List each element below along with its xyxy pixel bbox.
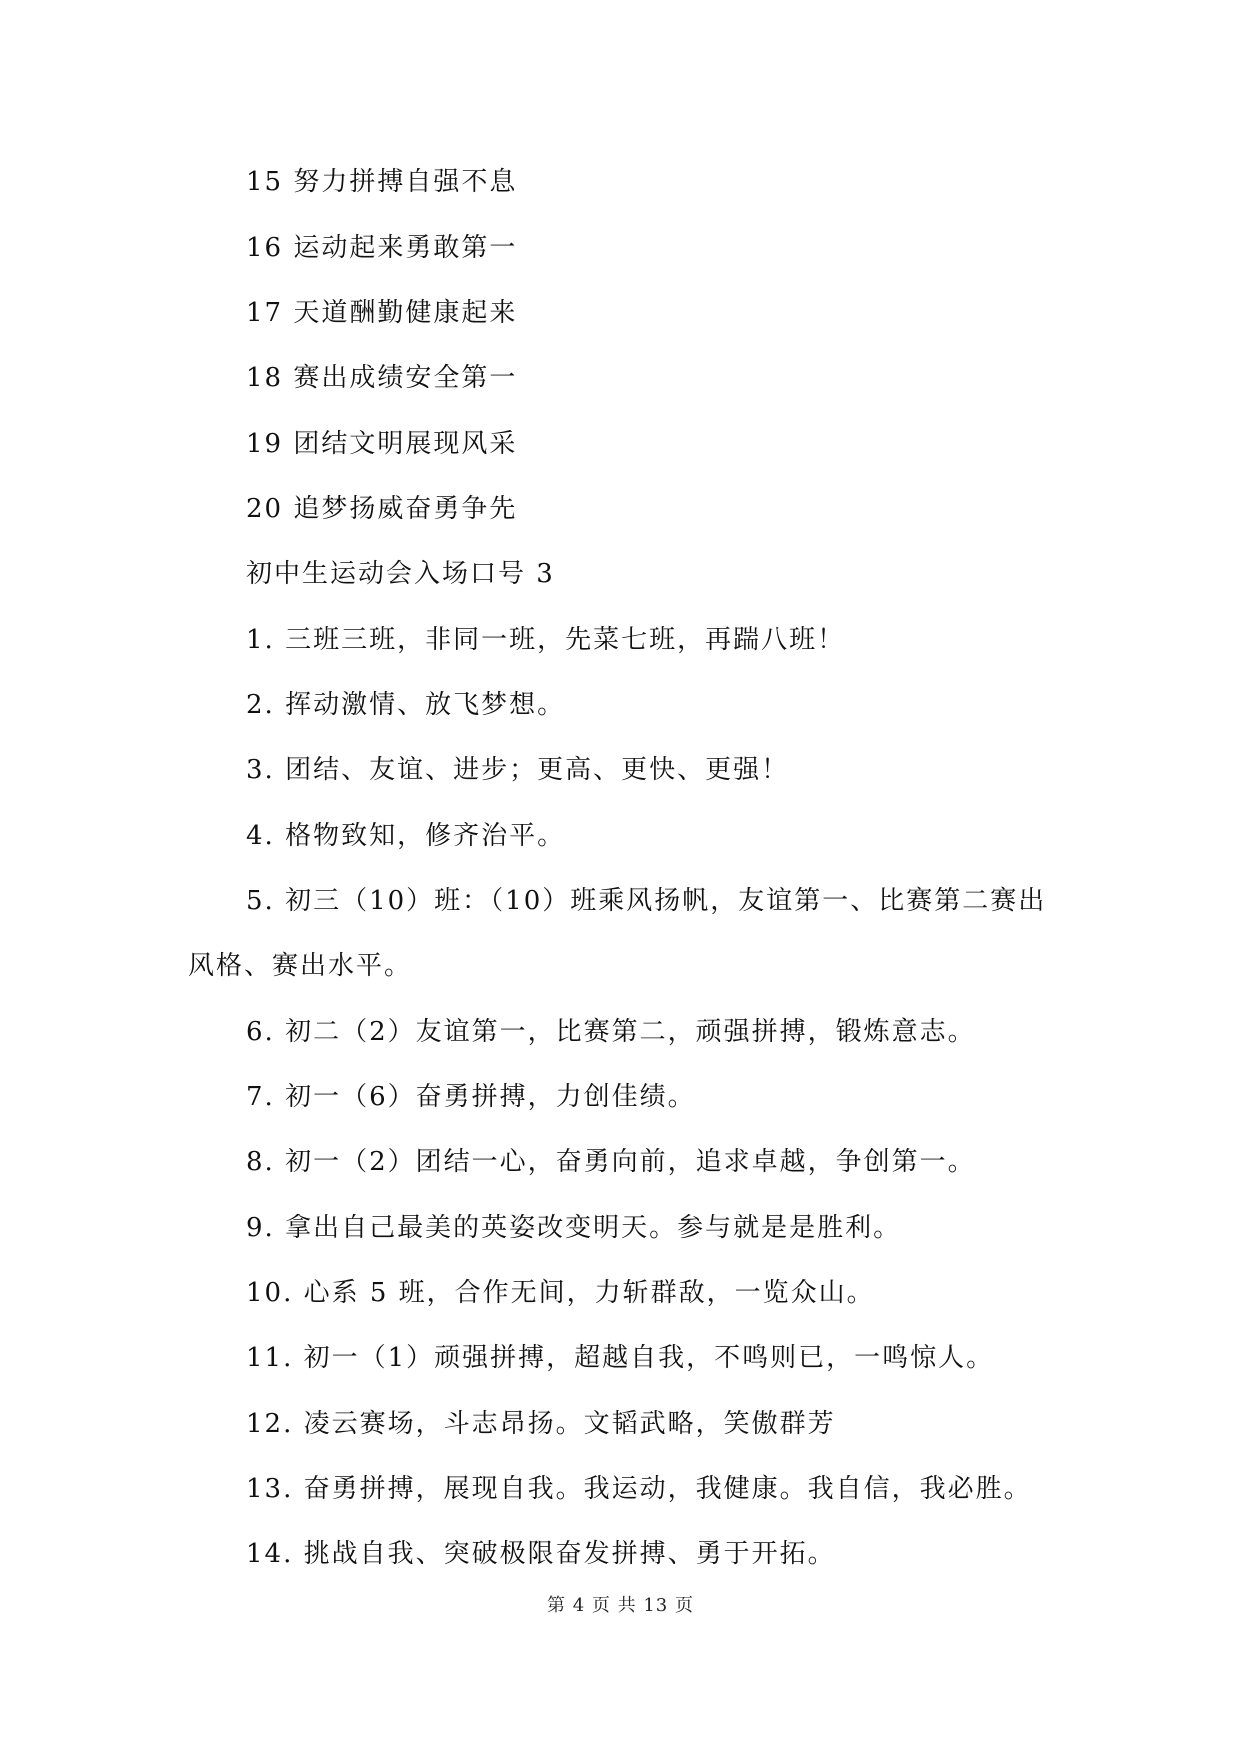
slogan-line-16: 16 运动起来勇敢第一 — [246, 233, 518, 263]
section-title: 初中生运动会入场口号 3 — [246, 559, 555, 589]
list-item-13: 13. 奋勇拼搏，展现自我。我运动，我健康。我自信，我必胜。 — [246, 1474, 1032, 1504]
list-item-14: 14. 挑战自我、突破极限奋发拼搏、勇于开拓。 — [246, 1539, 836, 1569]
slogan-line-17: 17 天道酬勤健康起来 — [246, 298, 518, 328]
list-item-8: 8. 初一（2）团结一心，奋勇向前，追求卓越，争创第一。 — [246, 1147, 976, 1177]
list-item-3: 3. 团结、友谊、进步；更高、更快、更强！ — [246, 755, 790, 785]
list-item-6: 6. 初二（2）友谊第一，比赛第二，顽强拼搏，锻炼意志。 — [246, 1017, 976, 1047]
list-item-4: 4. 格物致知，修齐治平。 — [246, 821, 566, 851]
slogan-line-18: 18 赛出成绩安全第一 — [246, 363, 518, 393]
slogan-line-19: 19 团结文明展现风采 — [246, 429, 518, 459]
slogan-line-15: 15 努力拼搏自强不息 — [246, 167, 518, 197]
list-item-10: 10. 心系 5 班，合作无间，力斩群敌，一览众山。 — [246, 1278, 875, 1308]
list-item-12: 12. 凌云赛场，斗志昂扬。文韬武略，笑傲群芳 — [246, 1409, 836, 1439]
list-item-11: 11. 初一（1）顽强拼搏，超越自我，不鸣则已，一鸣惊人。 — [246, 1343, 995, 1373]
slogan-line-20: 20 追梦扬威奋勇争先 — [246, 494, 518, 524]
list-item-5-continued: 风格、赛出水平。 — [188, 951, 413, 981]
list-item-7: 7. 初一（6）奋勇拼搏，力创佳绩。 — [246, 1082, 696, 1112]
list-item-5: 5. 初三（10）班：（10）班乘风扬帆，友谊第一、比赛第二赛出 — [246, 886, 1047, 916]
page-footer: 第 4 页 共 13 页 — [547, 1595, 694, 1616]
list-item-9: 9. 拿出自己最美的英姿改变明天。参与就是是胜利。 — [246, 1213, 902, 1243]
list-item-1: 1. 三班三班，非同一班，先菜七班，再踹八班！ — [246, 625, 846, 655]
list-item-2: 2. 挥动激情、放飞梦想。 — [246, 690, 566, 720]
